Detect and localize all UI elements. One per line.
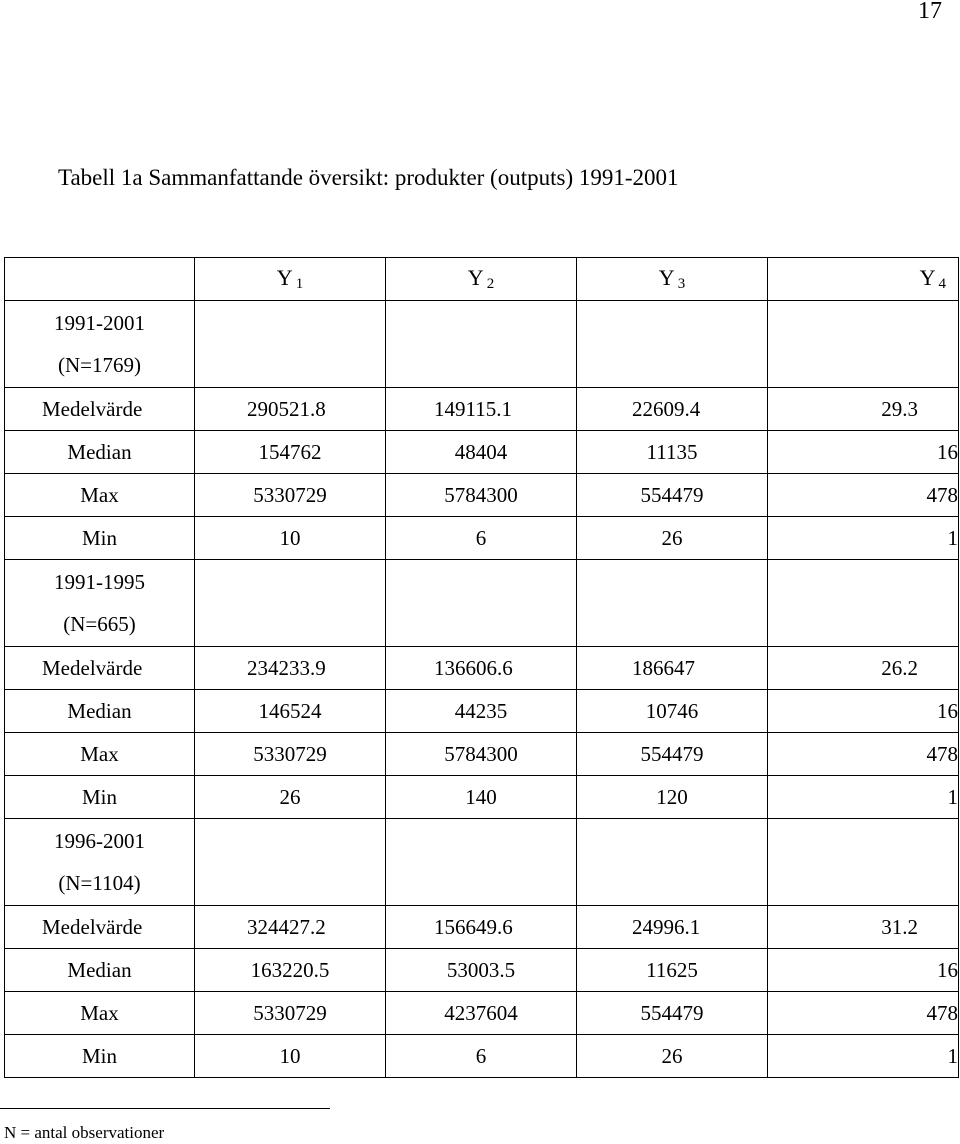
cell-y1: 10	[195, 1035, 386, 1078]
table-row	[5, 949, 959, 992]
cell-y3: 26	[577, 517, 768, 560]
cell-y4: 478	[768, 992, 959, 1035]
cell-y1: 5330729	[195, 474, 386, 517]
row-label: Max	[5, 992, 195, 1035]
period-row	[5, 301, 959, 388]
cell-y2: 6	[386, 1035, 577, 1078]
row-label: Min	[5, 517, 195, 560]
empty-cell	[195, 560, 386, 647]
table-row	[5, 776, 959, 819]
cell-y2: 4237604	[386, 992, 577, 1035]
cell-y2: 5784300	[386, 733, 577, 776]
cell-y4: 26.2	[768, 647, 959, 690]
row-label: Medelvärde	[5, 647, 195, 690]
cell-y4: 16	[768, 431, 959, 474]
cell-y2: 149115.1	[386, 388, 577, 431]
cell-y1: 5330729	[195, 733, 386, 776]
cell-y4: 1	[768, 517, 959, 560]
cell-y1: 163220.5	[195, 949, 386, 992]
empty-cell	[768, 560, 959, 647]
table-row	[5, 388, 959, 431]
cell-y2: 5784300	[386, 474, 577, 517]
footnote: N = antal observationer	[4, 1123, 165, 1142]
cell-y2: 48404	[386, 431, 577, 474]
table-row	[5, 733, 959, 776]
table-caption: Tabell 1a Sammanfattande översikt: produkter (outputs) 1991-2001	[58, 165, 679, 190]
cell-y3: 120	[577, 776, 768, 819]
period-row	[5, 560, 959, 647]
cell-y1: 290521.8	[195, 388, 386, 431]
cell-y2: 156649.6	[386, 906, 577, 949]
cell-y1: 234233.9	[195, 647, 386, 690]
period-label: 1996-2001	[54, 829, 145, 853]
cell-y1: 154762	[195, 431, 386, 474]
empty-cell	[577, 560, 768, 647]
period-label-cell	[5, 560, 195, 647]
row-label: Medelvärde	[5, 388, 195, 431]
cell-y3: 186647	[577, 647, 768, 690]
header-y1: Y $_1$	[195, 258, 386, 301]
empty-cell	[386, 301, 577, 388]
header-y2: Y $_2$	[386, 258, 577, 301]
table-row	[5, 906, 959, 949]
empty-cell	[577, 819, 768, 906]
cell-y4: 31.2	[768, 906, 959, 949]
row-label: Max	[5, 733, 195, 776]
empty-cell	[577, 301, 768, 388]
period-label-cell	[5, 819, 195, 906]
table-row	[5, 647, 959, 690]
cell-y3: 554479	[577, 992, 768, 1035]
cell-y1: 146524	[195, 690, 386, 733]
cell-y2: 140	[386, 776, 577, 819]
empty-cell	[768, 301, 959, 388]
header-y3: Y $_3$	[577, 258, 768, 301]
empty-cell	[768, 819, 959, 906]
period-count: (N=665)	[63, 612, 136, 636]
cell-y3: 22609.4	[577, 388, 768, 431]
table-row	[5, 431, 959, 474]
cell-y1: 5330729	[195, 992, 386, 1035]
cell-y4: 1	[768, 1035, 959, 1078]
cell-y1: 26	[195, 776, 386, 819]
cell-y3: 554479	[577, 474, 768, 517]
header-corner-cell	[5, 258, 195, 301]
row-label: Median	[5, 431, 195, 474]
page-number: 17	[918, 0, 942, 24]
cell-y3: 554479	[577, 733, 768, 776]
summary-table	[4, 257, 959, 1078]
row-label: Medelvärde	[5, 906, 195, 949]
cell-y3: 24996.1	[577, 906, 768, 949]
cell-y4: 1	[768, 776, 959, 819]
cell-y3: 11135	[577, 431, 768, 474]
period-count: (N=1769)	[58, 353, 141, 377]
empty-cell	[195, 301, 386, 388]
row-label: Median	[5, 949, 195, 992]
table-row	[5, 474, 959, 517]
cell-y2: 53003.5	[386, 949, 577, 992]
row-label: Max	[5, 474, 195, 517]
period-label: 1991-1995	[54, 570, 145, 594]
cell-y4: 16	[768, 949, 959, 992]
cell-y2: 6	[386, 517, 577, 560]
period-label-cell	[5, 301, 195, 388]
row-label: Min	[5, 776, 195, 819]
cell-y4: 478	[768, 733, 959, 776]
header-y4: Y $_4$	[768, 258, 959, 301]
empty-cell	[386, 560, 577, 647]
cell-y1: 10	[195, 517, 386, 560]
cell-y3: 11625	[577, 949, 768, 992]
row-label: Min	[5, 1035, 195, 1078]
table-row	[5, 1035, 959, 1078]
table-row	[5, 992, 959, 1035]
period-label: 1991-2001	[54, 311, 145, 335]
cell-y4: 478	[768, 474, 959, 517]
period-count: (N=1104)	[58, 871, 141, 895]
cell-y2: 44235	[386, 690, 577, 733]
cell-y3: 26	[577, 1035, 768, 1078]
cell-y3: 10746	[577, 690, 768, 733]
cell-y4: 29.3	[768, 388, 959, 431]
row-label: Median	[5, 690, 195, 733]
cell-y1: 324427.2	[195, 906, 386, 949]
table-row	[5, 517, 959, 560]
table-row	[5, 690, 959, 733]
cell-y4: 16	[768, 690, 959, 733]
cell-y2: 136606.6	[386, 647, 577, 690]
footnote-divider	[0, 1108, 330, 1109]
empty-cell	[386, 819, 577, 906]
empty-cell	[195, 819, 386, 906]
header-row	[5, 258, 959, 301]
period-row	[5, 819, 959, 906]
